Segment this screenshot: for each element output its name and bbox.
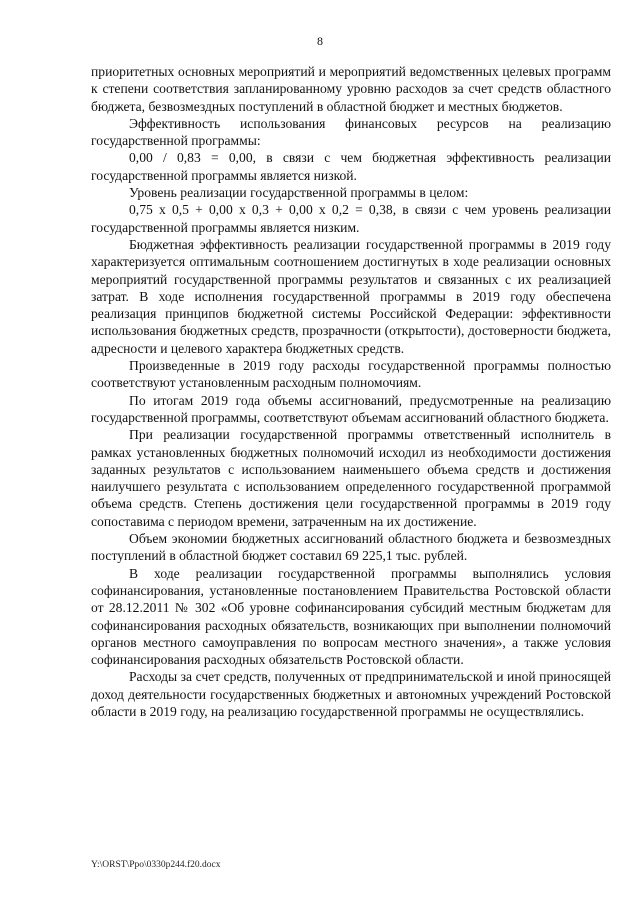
paragraph-realization-formula: 0,75 х 0,5 + 0,00 х 0,3 + 0,00 х 0,2 = 0,38, в связи с чем уровень реализации государственной программы является низким. — [91, 202, 611, 235]
paragraph-allocations: По итогам 2019 года объемы ассигнований, предусмотренные на реализацию государственной программы, соответствуют объемам ассигнований областного бюджета. — [91, 392, 611, 425]
paragraph-continuation: приоритетных основных мероприятий и мероприятий ведомственных целевых программ к степени соответствия запланированному уровню расходов за счет средств областного бюджета, безвозмездных поступлений в областной бюджет и местных бюджетов. — [91, 64, 611, 114]
page-number: 8 — [317, 34, 323, 48]
file-path-footer: Y:\ORST\Ppo\0330p244.f20.docx — [91, 860, 221, 870]
paragraph-realization-heading: Уровень реализации государственной программы в целом: — [129, 185, 469, 201]
paragraph-efficiency-formula: 0,00 / 0,83 = 0,00, в связи с чем бюджетная эффективность реализации государственной программы является низкой. — [91, 150, 611, 183]
paragraph-savings: Объем экономии бюджетных ассигнований областного бюджета и безвозмездных поступлений в областной бюджет составил 69 225,1 тыс. рублей. — [91, 531, 611, 564]
paragraph-cofinancing: В ходе реализации государственной программы выполнялись условия софинансирования, установленные постановлением Правительства Ростовской области от 28.12.2011 № 302 «Об уровне софинансирования субсидий местным бюджетам для софинансирования расходных обязательств, возникающих при выполнении полномочий органов местного самоуправления по вопросам местного значения», а также условия софинансирования расходных обязательств Ростовской области. — [91, 565, 611, 668]
paragraph-budget-efficiency: Бюджетная эффективность реализации государственной программы в 2019 году характеризуется оптимальным соотношением достигнутых в ходе реализации основных мероприятий государственной программы результатов и связанных с их реализацией затрат. В ходе исполнения государственной программы в 2019 году обеспечена реализация принципов бюджетной системы Российской Федерации: эффективности использования бюджетных средств, прозрачности (открытости), достоверности бюджета, адресности и целевого характера бюджетных средств. — [91, 236, 611, 356]
document-body — [91, 63, 611, 720]
paragraph-executor: При реализации государственной программы ответственный исполнитель в рамках установленных бюджетных полномочий исходил из необходимости достижения заданных результатов с использованием наименьшего объема средств и достижения наилучшего результата с использованием определенного государственной программой объема средств. Степень достижения цели государственной программы в 2019 году сопоставима с периодом времени, затраченным на их достижение. — [91, 427, 611, 529]
paragraph-efficiency-heading: Эффективность использования финансовых ресурсов на реализацию государственной программы: — [91, 115, 611, 149]
paragraph-other-income: Расходы за счет средств, полученных от предпринимательской и иной приносящей доход деятельности государственных бюджетных и автономных учреждений Ростовской области в 2019 году, на реализацию государственной программы не осуществлялись. — [91, 669, 611, 719]
paragraph-expenses: Произведенные в 2019 году расходы государственной программы полностью соответствуют установленным расходным полномочиям. — [91, 358, 611, 391]
